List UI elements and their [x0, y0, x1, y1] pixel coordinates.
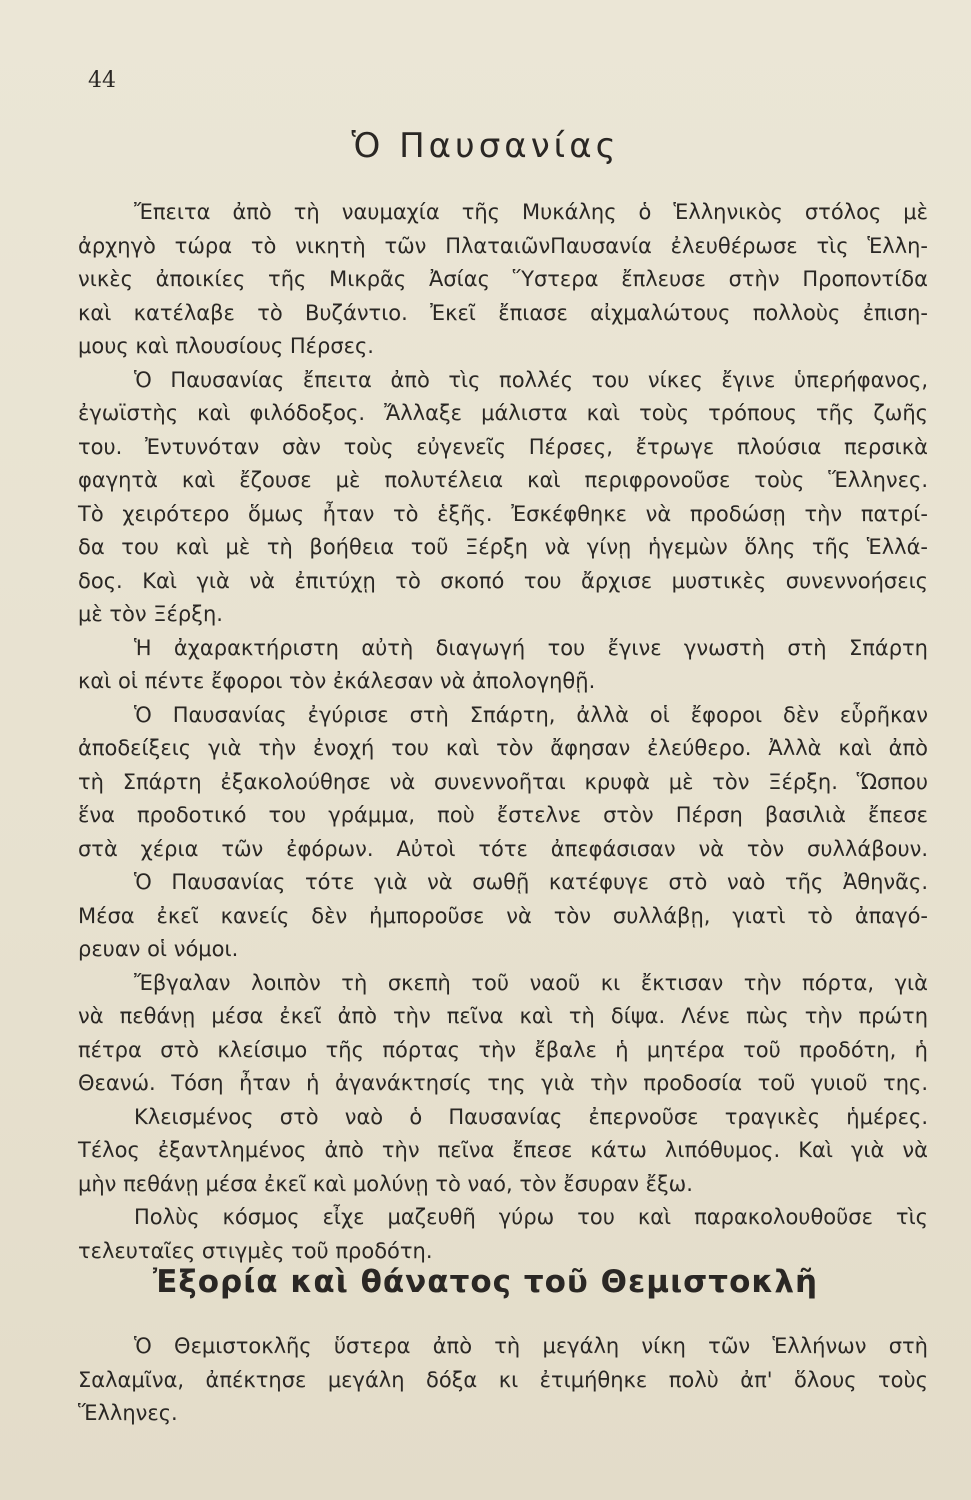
- text-line: Ὁ Παυσανίας ἐγύρισε στὴ Σπάρτη, ἀλλὰ οἱ ἔφοροι δὲν εὗρῆκαν: [134, 702, 928, 727]
- text-line: τὴ Σπάρτη ἐξακολούθησε νὰ συνεννοῆται κρυφὰ μὲ τὸν Ξέρξη. Ὥσπου: [78, 769, 928, 794]
- text-line: πέτρα στὸ κλείσιμο τῆς πόρτας τὴν ἔβαλε ἡ μητέρα τοῦ προδότη, ἡ: [78, 1037, 928, 1062]
- section-body-pausanias: [78, 196, 928, 1268]
- text-line: τελευταῖες στιγμὲς τοῦ προδότη.: [78, 1238, 433, 1263]
- text-line: δα του καὶ μὲ τὴ βοήθεια τοῦ Ξέρξη νὰ γίνῃ ἡγεμὼν ὅλης τῆς Ἑλλά-: [78, 535, 928, 559]
- text-line: καὶ κατέλαβε τὸ Βυζάντιο. Ἐκεῖ ἔπιασε αἰχμαλώτους πολλοὺς ἐπιση-: [78, 300, 928, 325]
- text-line: Ἔπειτα ἀπὸ τὴ ναυμαχία τῆς Μυκάλης ὁ Ἑλληνικὸς στόλος μὲ: [134, 200, 928, 224]
- text-line: Μέσα ἐκεῖ κανείς δὲν ἠμποροῦσε νὰ τὸν συλλάβῃ, γιατὶ τὸ ἀπαγό-: [78, 903, 928, 928]
- text-line: ἀρχηγὸ τώρα τὸ νικητὴ τῶν ΠλαταιῶνΠαυσανία ἐλευθέρωσε τὶς Ἑλλη-: [78, 233, 928, 258]
- chapter-title: Ὁ Παυσανίας: [351, 126, 620, 166]
- text-line: Κλεισμένος στὸ ναὸ ὁ Παυσανίας ἐπερνοῦσε τραγικὲς ἡμέρες.: [134, 1104, 928, 1129]
- text-line: Ὁ Θεμιστοκλῆς ὕστερα ἀπὸ τὴ μεγάλη νίκη τῶν Ἑλλήνων στὴ: [134, 1334, 928, 1358]
- page-number: 44: [88, 68, 116, 93]
- text-line: Πολὺς κόσμος εἶχε μαζευθῆ γύρω του καὶ παρακολουθοῦσε τὶς: [134, 1205, 928, 1229]
- text-line: ἀποδείξεις γιὰ τὴν ἐνοχή του καὶ τὸν ἄφησαν ἐλεύθερο. Ἀλλὰ καὶ ἀπὸ: [78, 736, 928, 760]
- text-line: Ἕλληνες.: [78, 1401, 178, 1425]
- text-line: Ἡ ἀχαρακτήριστη αὐτὴ διαγωγή του ἔγινε γνωστὴ στὴ Σπάρτη: [134, 635, 928, 660]
- text-line: Τέλος ἐξαντλημένος ἀπὸ τὴν πεῖνα ἔπεσε κάτω λιπόθυμος. Καὶ γιὰ νὰ: [78, 1138, 928, 1162]
- text-line: Ὁ Παυσανίας τότε γιὰ νὰ σωθῇ κατέφυγε στὸ ναὸ τῆς Ἀθηνᾶς.: [134, 870, 928, 894]
- text-line: ἐγωϊστὴς καὶ φιλόδοξος. Ἄλλαξε μάλιστα καὶ τοὺς τρόπους τῆς ζωῆς: [78, 401, 928, 425]
- text-line: ρευαν οἱ νόμοι.: [78, 937, 239, 961]
- text-line: Τὸ χειρότερο ὅμως ἦταν τὸ ἑξῆς. Ἐσκέφθηκε νὰ προδώσῃ τὴν πατρί-: [78, 501, 928, 526]
- text-line: μὴν πεθάνῃ μέσα ἐκεῖ καὶ μολύνῃ τὸ ναό, τὸν ἔσυραν ἔξω.: [78, 1171, 693, 1196]
- text-line: Θεανώ. Τόση ἦταν ἡ ἀγανάκτησίς της γιὰ τὴν προδοσία τοῦ γυιοῦ της.: [78, 1071, 928, 1095]
- text-line: φαγητὰ καὶ ἔζουσε μὲ πολυτέλεια καὶ περιφρονοῦσε τοὺς Ἕλληνες.: [78, 468, 928, 492]
- text-line: νὰ πεθάνῃ μέσα ἐκεῖ ἀπὸ τὴν πεῖνα καὶ τὴ δίψα. Λένε πὼς τὴν πρώτη: [78, 1004, 928, 1028]
- section-body-themistocles: [78, 1330, 928, 1431]
- section-title: Ἐξορία καὶ θάνατος τοῦ Θεμιστοκλῆ: [152, 1264, 819, 1300]
- text-line: στὰ χέρια τῶν ἐφόρων. Αὐτοὶ τότε ἀπεφάσισαν νὰ τὸν συλλάβουν.: [78, 836, 928, 861]
- text-line: του. Ἐντυνόταν σὰν τοὺς εὐγενεῖς Πέρσες, ἔτρωγε πλούσια περσικὰ: [78, 434, 928, 459]
- text-line: μὲ τὸν Ξέρξη.: [78, 602, 223, 626]
- text-line: Σαλαμῖνα, ἀπέκτησε μεγάλη δόξα κι ἐτιμήθηκε πολὺ ἀπ' ὅλους τοὺς: [78, 1367, 928, 1392]
- text-line: καὶ οἱ πέντε ἔφοροι τὸν ἐκάλεσαν νὰ ἀπολογηθῇ.: [78, 669, 596, 693]
- text-line: ἕνα προδοτικό του γράμμα, ποὺ ἔστελνε στὸν Πέρση βασιλιὰ ἔπεσε: [78, 803, 928, 827]
- text-line: μους καὶ πλουσίους Πέρσες.: [78, 334, 374, 358]
- text-line: Ἔβγαλαν λοιπὸν τὴ σκεπὴ τοῦ ναοῦ κι ἔκτισαν τὴν πόρτα, γιὰ: [134, 970, 928, 995]
- text-line: δος. Καὶ γιὰ νὰ ἐπιτύχῃ τὸ σκοπό του ἄρχισε μυστικὲς συνεννοήσεις: [78, 568, 928, 593]
- text-line: νικὲς ἀποικίες τῆς Μικρᾶς Ἀσίας Ὕστερα ἔπλευσε στὴν Προποντίδα: [78, 267, 928, 291]
- text-line: Ὁ Παυσανίας ἔπειτα ἀπὸ τὶς πολλές του νίκες ἔγινε ὑπερήφανος,: [134, 367, 928, 392]
